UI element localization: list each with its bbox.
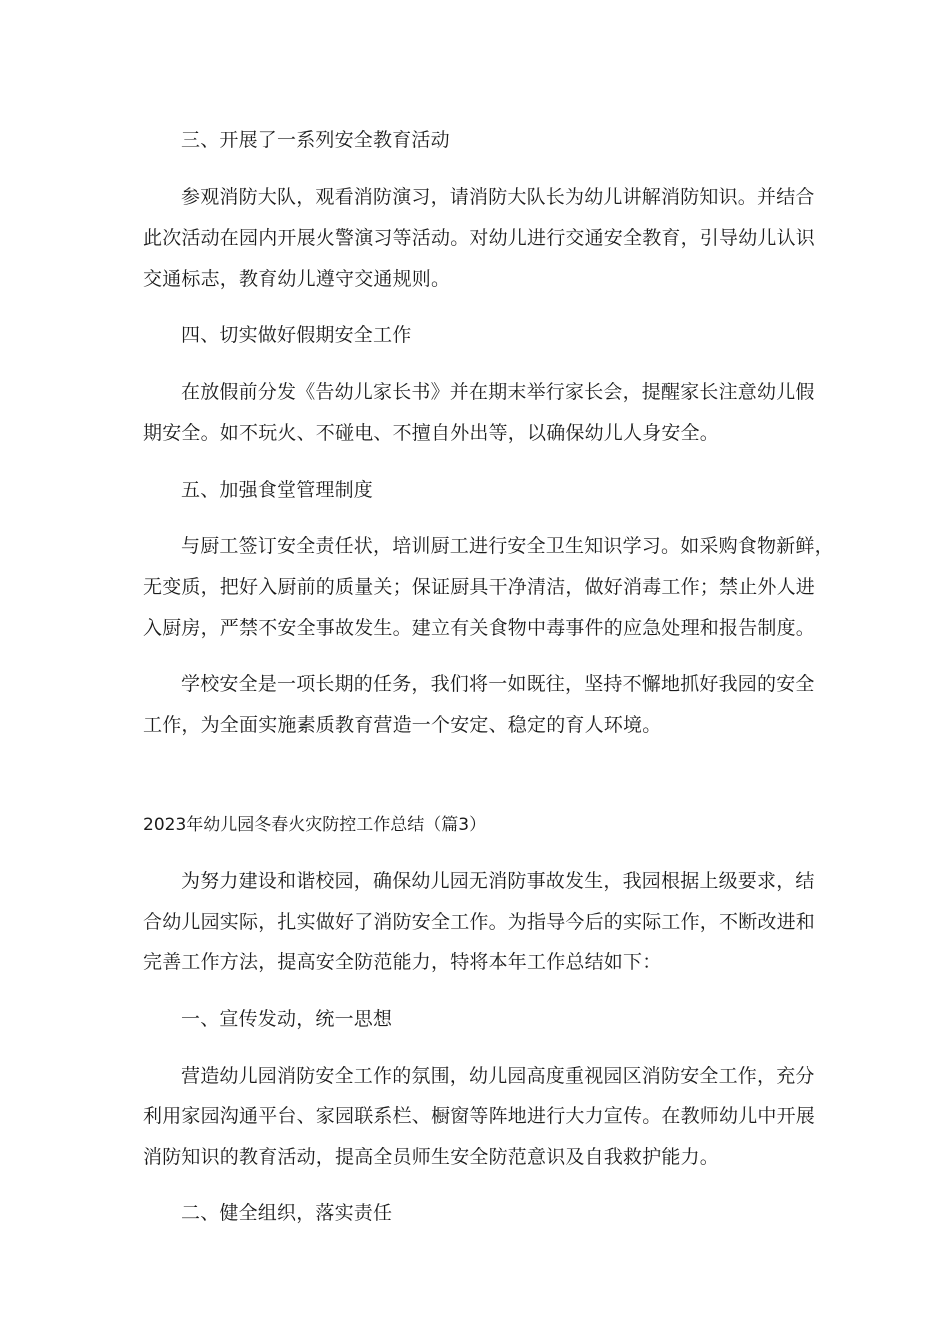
paragraph-line: 消防知识的教育活动，提高全员师生安全防范意识及自我救护能力。 <box>143 1146 720 1168</box>
paragraph-line: 与厨工签订安全责任状，培训厨工进行安全卫生知识学习。如采购食物新鲜， <box>181 535 834 557</box>
section-heading: 四、切实做好假期安全工作 <box>181 324 412 346</box>
paragraph-line: 参观消防大队，观看消防演习，请消防大队长为幼儿讲解消防知识。并结合 <box>181 186 815 208</box>
paragraph-line: 学校安全是一项长期的任务，我们将一如既往，坚持不懈地抓好我园的安全 <box>181 673 815 695</box>
section-heading: 一、宣传发动，统一思想 <box>181 1008 393 1030</box>
section-heading: 三、开展了一系列安全教育活动 <box>181 129 450 151</box>
paragraph-line: 期安全。如不玩火、不碰电、不擅自外出等，以确保幼儿人身安全。 <box>143 422 720 444</box>
paragraph-line: 此次活动在园内开展火警演习等活动。对幼儿进行交通安全教育，引导幼儿认识 <box>143 227 816 249</box>
paragraph-line: 工作，为全面实施素质教育营造一个安定、稳定的育人环境。 <box>143 714 662 736</box>
paragraph-line: 利用家园沟通平台、家园联系栏、橱窗等阵地进行大力宣传。在教师幼儿中开展 <box>143 1105 816 1127</box>
section-heading: 二、健全组织，落实责任 <box>181 1202 393 1224</box>
paragraph-line: 合幼儿园实际，扎实做好了消防安全工作。为指导今后的实际工作，不断改进和 <box>143 911 816 933</box>
paragraph-line: 交通标志，教育幼儿遵守交通规则。 <box>143 268 451 290</box>
paragraph-line: 在放假前分发《告幼儿家长书》并在期末举行家长会，提醒家长注意幼儿假 <box>181 381 815 403</box>
paragraph-line: 营造幼儿园消防安全工作的氛围，幼儿园高度重视园区消防安全工作，充分 <box>181 1065 815 1087</box>
paragraph-line: 无变质，把好入厨前的质量关；保证厨具干净清洁，做好消毒工作；禁止外人进 <box>143 576 816 598</box>
paragraph-line: 为努力建设和谐校园，确保幼儿园无消防事故发生，我园根据上级要求，结 <box>181 870 815 892</box>
section-heading: 五、加强食堂管理制度 <box>181 479 374 501</box>
paragraph-line: 入厨房，严禁不安全事故发生。建立有关食物中毒事件的应急处理和报告制度。 <box>143 617 816 639</box>
article-title: 2023年幼儿园冬春火灾防控工作总结（篇3） <box>143 815 487 835</box>
paragraph-line: 完善工作方法，提高安全防范能力，特将本年工作总结如下： <box>143 951 662 973</box>
